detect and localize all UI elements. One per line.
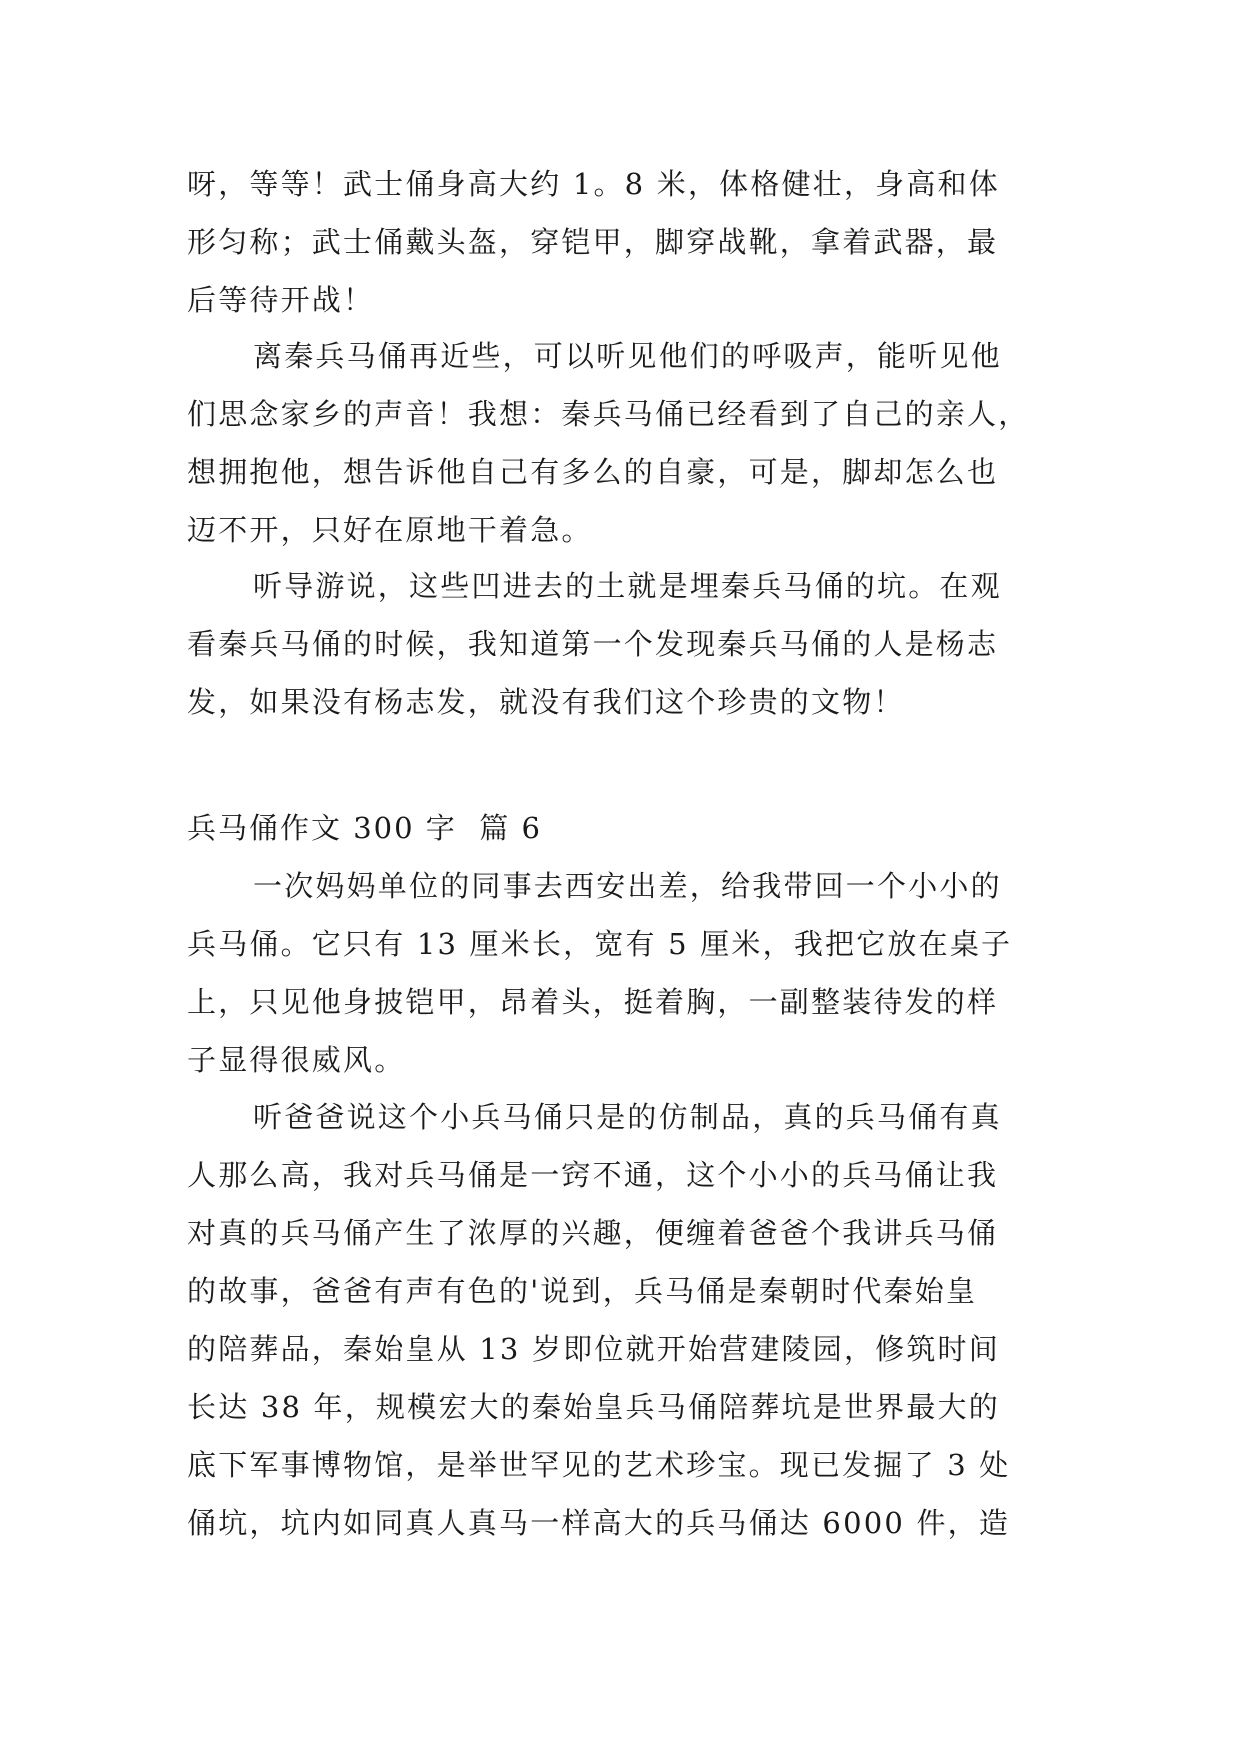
paragraph-closer-look: [187, 327, 1067, 559]
paragraph-line: 兵马俑。它只有 13 厘米长，宽有 5 厘米，我把它放在桌子: [187, 927, 1013, 961]
paragraph-line: 想拥抱他，想告诉他自己有多么的自豪，可是，脚却怎么也: [187, 455, 999, 489]
paragraph-line: 上，只见他身披铠甲，昂着头，挺着胸，一副整装待发的样: [187, 985, 999, 1019]
paragraph-tour-guide: [187, 557, 1067, 731]
paragraph-line: 长达 38 年，规模宏大的秦始皇兵马俑陪葬坑是世界最大的: [187, 1390, 1000, 1424]
paragraph-line: 发，如果没有杨志发，就没有我们这个珍贵的文物！: [187, 685, 905, 719]
paragraph-line: 离秦兵马俑再近些，可以听见他们的呼吸声，能听见他: [253, 339, 1002, 373]
paragraph-father-story: [187, 1088, 1067, 1552]
paragraph-line: 俑坑，坑内如同真人真马一样高大的兵马俑达 6000 件，造: [187, 1506, 1011, 1540]
paragraph-line: 后等待开战！: [187, 283, 375, 317]
paragraph-line: 人那么高，我对兵马俑是一窍不通，这个小小的兵马俑让我: [187, 1158, 999, 1192]
paragraph-line: 的故事，爸爸有声有色的'说到，兵马俑是秦朝时代秦始皇: [187, 1274, 978, 1308]
paragraph-line: 呀，等等！武士俑身高大约 1。8 米，体格健壮，身高和体: [187, 167, 1000, 201]
section-heading: 兵马俑作文 300 字 篇 6: [187, 811, 542, 845]
paragraph-line: 底下军事博物馆，是举世罕见的艺术珍宝。现已发掘了 3 处: [187, 1448, 1011, 1482]
paragraph-line: 的陪葬品，秦始皇从 13 岁即位就开始营建陵园，修筑时间: [187, 1332, 1000, 1366]
paragraph-line: 对真的兵马俑产生了浓厚的兴趣，便缠着爸爸个我讲兵马俑: [187, 1216, 999, 1250]
paragraph-line: 看秦兵马俑的时候，我知道第一个发现秦兵马俑的人是杨志: [187, 627, 999, 661]
paragraph-line: 子显得很威风。: [187, 1043, 406, 1077]
paragraph-line: 一次妈妈单位的同事去西安出差，给我带回一个小小的: [253, 869, 1002, 903]
paragraph-warrior-description: [187, 155, 1067, 329]
paragraph-line: 形匀称；武士俑戴头盔，穿铠甲，脚穿战靴，拿着武器，最: [187, 225, 999, 259]
paragraph-line: 迈不开，只好在原地干着急。: [187, 513, 593, 547]
paragraph-souvenir: [187, 857, 1067, 1089]
paragraph-line: 们思念家乡的声音！我想：秦兵马俑已经看到了自己的亲人，: [187, 397, 1030, 431]
paragraph-line: 听导游说，这些凹进去的土就是埋秦兵马俑的坑。在观: [253, 569, 1002, 603]
paragraph-line: 听爸爸说这个小兵马俑只是的仿制品，真的兵马俑有真: [253, 1100, 1002, 1134]
